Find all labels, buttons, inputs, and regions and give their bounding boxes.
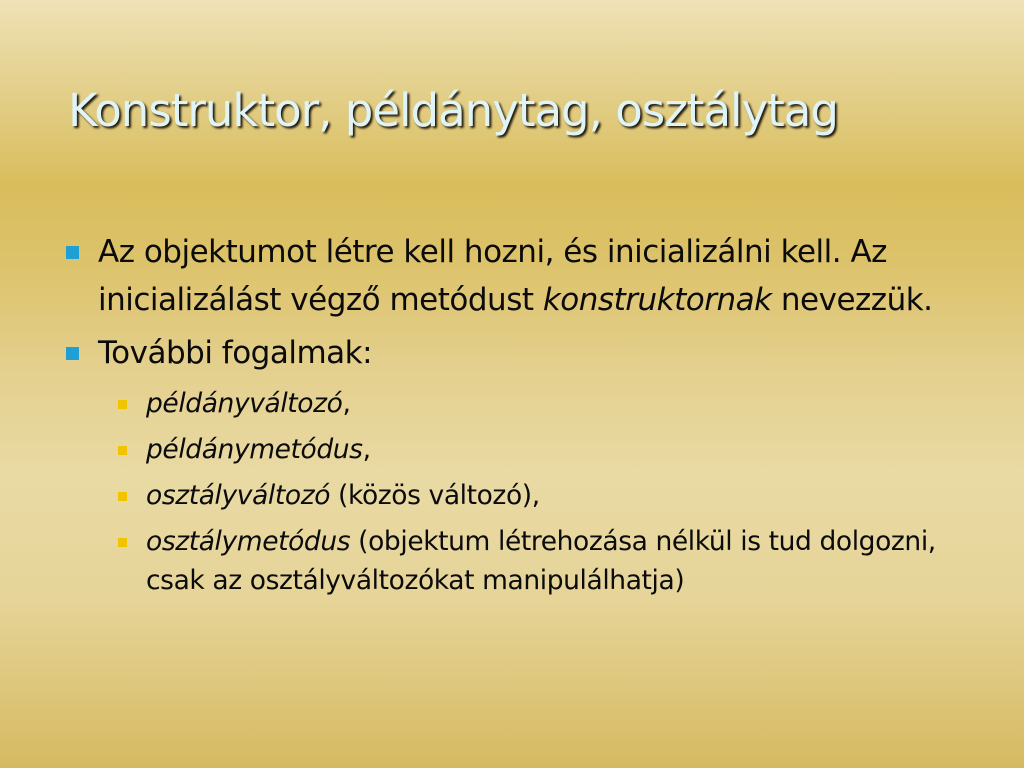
slide-content <box>0 228 1024 600</box>
square-sub-bullet-icon <box>118 400 127 409</box>
square-sub-bullet-icon <box>118 538 127 547</box>
sub-item-class-method <box>0 522 1024 600</box>
bullet-text: Az objektumot létre kell hozni, és inicializálni kell. Az inicializálást végző metódust <box>98 234 887 318</box>
square-bullet-icon <box>66 347 79 360</box>
square-bullet-icon <box>66 246 79 259</box>
sub-item-term: példánymetódus <box>146 434 363 465</box>
sub-item-instance-method <box>0 430 1024 469</box>
sub-item-term: példányváltozó <box>146 388 343 419</box>
bullet-further-concepts <box>0 329 1024 377</box>
square-sub-bullet-icon <box>118 446 127 455</box>
bullet-emphasis: konstruktornak <box>542 282 772 318</box>
slide-title: Konstruktor, példánytag, osztálytag <box>68 84 838 137</box>
sub-item-text: (közös változó), <box>330 480 540 511</box>
sub-item-term: osztálymetódus <box>146 526 351 557</box>
bullet-text-end: nevezzük. <box>771 282 933 318</box>
sub-item-instance-variable <box>0 384 1024 423</box>
sub-item-term: osztályváltozó <box>146 480 331 511</box>
square-sub-bullet-icon <box>118 492 127 501</box>
bullet-text: További fogalmak: <box>98 335 373 371</box>
sub-item-text: , <box>342 388 351 419</box>
bullet-constructor <box>0 228 1024 324</box>
sub-item-class-variable <box>0 476 1024 515</box>
sub-item-text: (objektum létrehozása nélkül is tud dolgozni, csak az osztályváltozókat manipulálhatja) <box>146 526 936 596</box>
sub-item-text: , <box>362 434 371 465</box>
